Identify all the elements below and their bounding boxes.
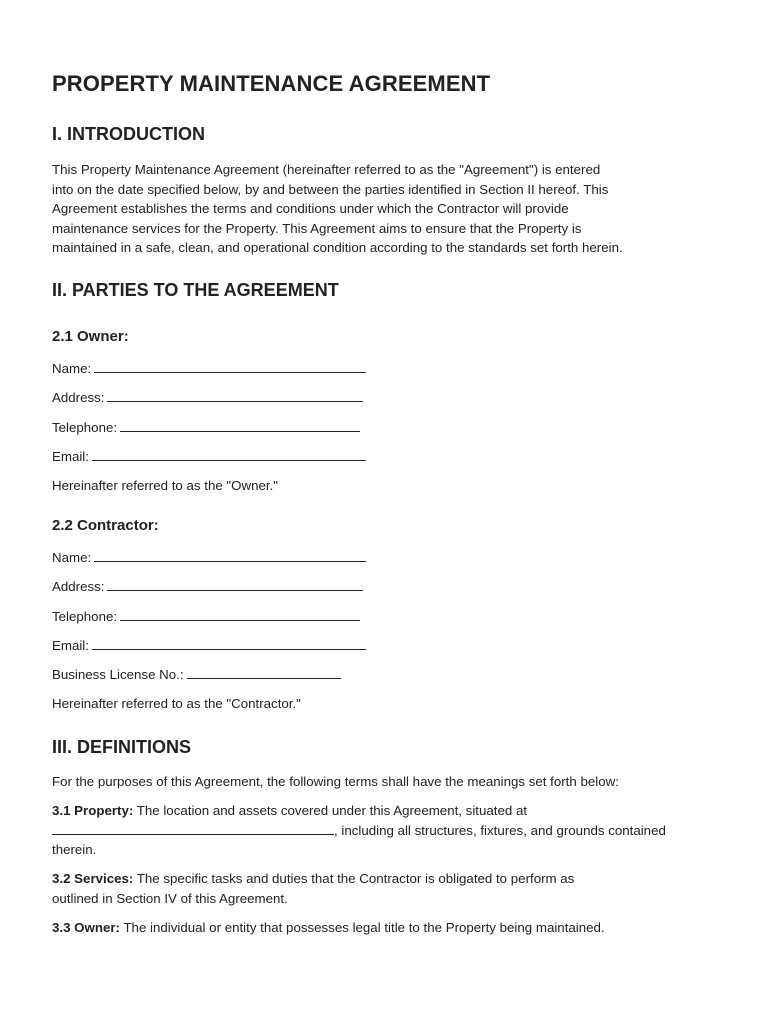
definition-services-text-1: The specific tasks and duties that the Contractor is obligated to perform as	[133, 871, 575, 886]
contractor-name-blank[interactable]	[94, 549, 366, 562]
contractor-license-blank[interactable]	[187, 666, 341, 679]
definitions-heading: III. DEFINITIONS	[52, 737, 192, 757]
contractor-name-label: Name:	[52, 550, 92, 565]
contractor-telephone-label: Telephone:	[52, 609, 118, 624]
definition-services-line-2: outlined in Section IV of this Agreement.	[52, 890, 288, 906]
definition-owner-term: 3.3 Owner:	[52, 920, 120, 935]
parties-heading: II. PARTIES TO THE AGREEMENT	[52, 280, 339, 300]
owner-address-label: Address:	[52, 390, 105, 405]
introduction-line-4: maintenance services for the Property. This Agreement aims to ensure that the Property is	[52, 220, 582, 236]
contractor-address-label: Address:	[52, 579, 105, 594]
contractor-email-blank[interactable]	[92, 637, 366, 650]
contractor-email-label: Email:	[52, 638, 89, 653]
definitions-intro: For the purposes of this Agreement, the following terms shall have the meanings set forth below:	[52, 774, 619, 789]
definition-services-line-1	[52, 869, 574, 889]
introduction-line-2: into on the date specified below, by and between the parties identified in Section II hereof. This	[52, 181, 609, 197]
owner-address-blank[interactable]	[107, 389, 363, 402]
contractor-license-field	[52, 665, 341, 685]
owner-email-blank[interactable]	[92, 448, 366, 461]
owner-referred-text: Hereinafter referred to as the "Owner."	[52, 478, 278, 493]
definition-services-term: 3.2 Services:	[52, 871, 134, 886]
contractor-address-blank[interactable]	[107, 578, 363, 591]
introduction-heading: I. INTRODUCTION	[52, 124, 205, 144]
definition-property-line-3: therein.	[52, 842, 97, 857]
definition-owner-text-1: The individual or entity that possesses legal title to the Property being maintained.	[119, 920, 605, 935]
owner-telephone-blank[interactable]	[120, 419, 360, 432]
definition-owner-line-1	[52, 918, 605, 938]
definition-property-text-2: , including all structures, fixtures, and grounds contained	[334, 822, 666, 838]
property-location-blank[interactable]	[52, 822, 334, 835]
owner-telephone-field	[52, 418, 360, 438]
owner-heading: 2.1 Owner:	[52, 328, 129, 345]
contractor-telephone-blank[interactable]	[120, 608, 360, 621]
definition-property-line-1	[52, 801, 527, 821]
contractor-email-field	[52, 636, 366, 656]
definition-property-term: 3.1 Property:	[52, 803, 134, 818]
contractor-name-field	[52, 548, 366, 568]
owner-name-label: Name:	[52, 361, 92, 376]
contractor-heading: 2.2 Contractor:	[52, 517, 159, 534]
contractor-telephone-field	[52, 607, 360, 627]
owner-name-field	[52, 359, 366, 379]
owner-name-blank[interactable]	[94, 360, 366, 373]
introduction-line-5: maintained in a safe, clean, and operational condition according to the standards set forth herein.	[52, 240, 623, 255]
contractor-license-label: Business License No.:	[52, 667, 184, 682]
owner-telephone-label: Telephone:	[52, 420, 118, 435]
introduction-line-1: This Property Maintenance Agreement (hereinafter referred to as the "Agreement") is entered	[52, 162, 601, 177]
introduction-line-3: Agreement establishes the terms and conditions under which the Contractor will provide	[52, 201, 569, 216]
owner-email-field	[52, 447, 366, 467]
contractor-address-field	[52, 577, 363, 597]
contractor-referred-text: Hereinafter referred to as the "Contractor."	[52, 696, 301, 711]
definition-property-text-1: The location and assets covered under this Agreement, situated at	[133, 803, 528, 818]
document-title: PROPERTY MAINTENANCE AGREEMENT	[52, 71, 491, 96]
owner-email-label: Email:	[52, 449, 89, 464]
owner-address-field	[52, 388, 363, 408]
definition-property-line-2	[52, 821, 666, 841]
